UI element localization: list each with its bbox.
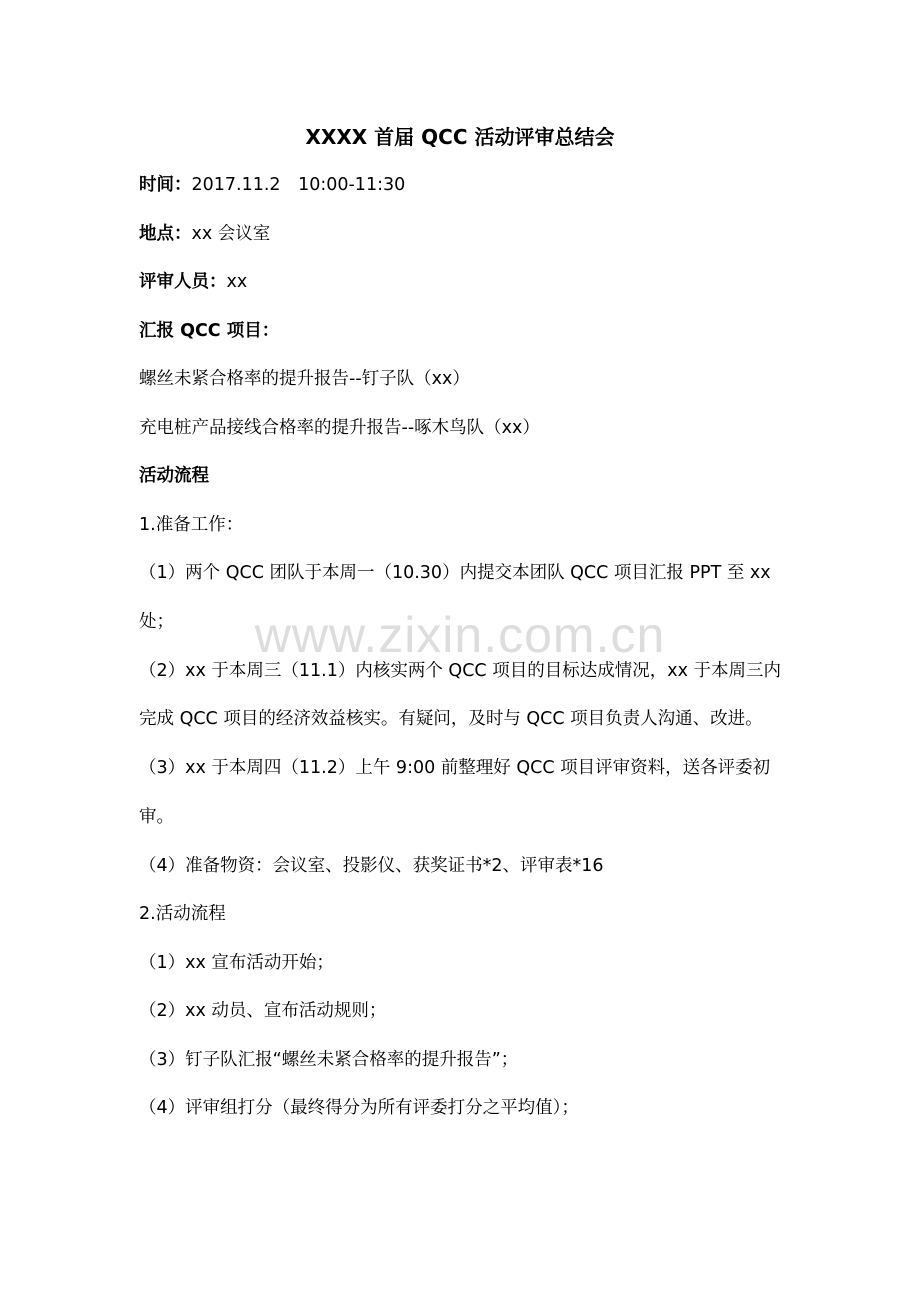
activity-item-3: （3）钉子队汇报“螺丝未紧合格率的提升报告”； [139, 1049, 519, 1070]
prep-item-2: （2）xx 于本周三（11.1）内核实两个 QCC 项目的目标达成情况，xx 于本周三内完成 QCC 项目的经济效益核实。有疑问，及时与 QCC 项目负责人沟通、改进。 [139, 660, 781, 729]
time-line [139, 168, 784, 202]
time-value: 2017.11.2 10:00-11:30 [191, 175, 406, 195]
activity-item-4: （4）评审组打分（最终得分为所有评委打分之平均值）； [139, 1098, 579, 1118]
time-label: 时间： [139, 175, 192, 195]
prep-title: 1.准备工作： [139, 514, 244, 535]
place-label: 地点： [139, 223, 192, 244]
activity-title: 2.活动流程 [139, 904, 226, 924]
document-body [139, 168, 784, 1140]
prep-item-3: （3）xx 于本周四（11.2）上午 9:00 前整理好 QCC 项目评审资料，送各评委初审。 [139, 758, 771, 827]
projects-heading: 汇报 QCC 项目： [139, 320, 280, 341]
project-item-1: 螺丝未紧合格率的提升报告--钉子队（xx） [139, 369, 470, 389]
prep-item-1: （1）两个 QCC 团队于本周一（10.30）内提交本团队 QCC 项目汇报 PPT 至 xx 处； [139, 563, 771, 632]
reviewer-value: xx [226, 272, 248, 292]
watermark: www.zixin.com.cn [254, 607, 666, 663]
flow-heading: 活动流程 [139, 466, 209, 486]
project-item-2: 充电桩产品接线合格率的提升报告--啄木鸟队（xx） [139, 417, 540, 438]
place-line [139, 217, 784, 251]
document-title: XXXX 首届 QCC 活动评审总结会 [305, 125, 615, 149]
prep-item-4: （4）准备物资：会议室、投影仪、获奖证书*2、评审表*16 [139, 855, 604, 876]
activity-item-1: （1）xx 宣布活动开始； [139, 952, 334, 973]
reviewer-line [139, 265, 784, 299]
reviewer-label: 评审人员： [139, 272, 227, 292]
place-value: xx 会议室 [191, 223, 271, 244]
activity-item-2: （2）xx 动员、宣布活动规则； [139, 1001, 387, 1021]
